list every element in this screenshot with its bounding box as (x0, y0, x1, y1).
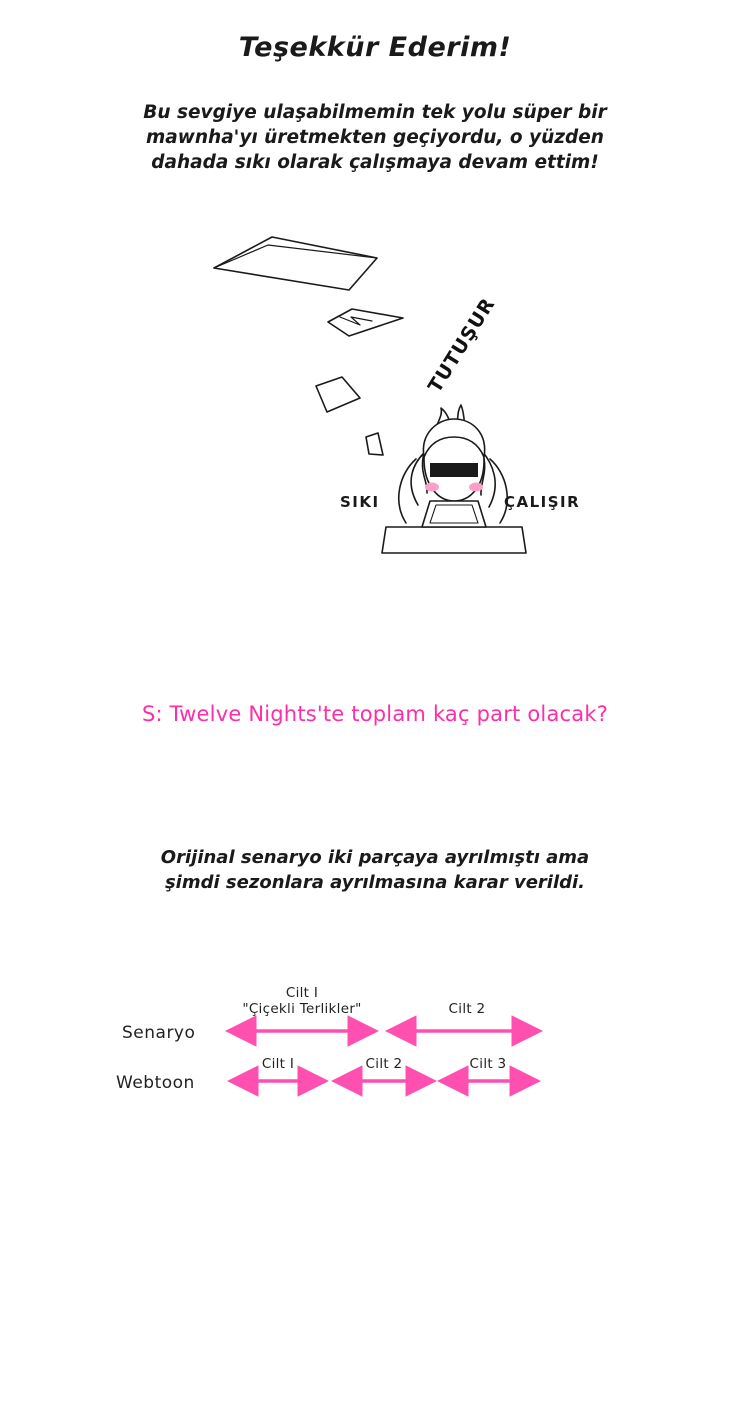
diagram-seg-name-senaryo-2: Cilt 2 (448, 1001, 486, 1017)
intro-paragraph (0, 100, 750, 175)
answer-paragraph (0, 845, 750, 895)
intro-line-1: Bu sevgiye ulaşabilmemin tek yolu süper bir (143, 102, 607, 123)
diagram-seg-sub-senaryo-1: "Çiçekli Terlikler" (242, 1001, 362, 1017)
sfx-right-label: ÇALIŞIR (504, 493, 581, 511)
answer-line-2: şimdi sezonlara ayrılmasına karar verildi. (164, 872, 586, 893)
question-text: S: Twelve Nights'te toplam kaç part olacak? (141, 702, 609, 726)
diagram-arrows (0, 975, 750, 1115)
diagram-seg-name-webtoon-2: Cilt 2 (365, 1056, 403, 1072)
answer-line-1: Orijinal senaryo iki parçaya ayrılmıştı ama (160, 847, 590, 868)
page-title: Teşekkür Ederim! (238, 32, 512, 63)
diagram-seg-name-webtoon-3: Cilt 3 (469, 1056, 507, 1072)
diagram-seg-name-webtoon-1: Cilt I (261, 1056, 295, 1072)
volume-split-diagram (0, 975, 750, 1115)
illustration-svg (0, 205, 750, 605)
diagram-row-label-senaryo: Senaryo (122, 1023, 196, 1043)
intro-line-3: dahada sıkı olarak çalışmaya devam ettim! (151, 152, 599, 173)
sfx-flame-label: TUTUŞUR (424, 293, 500, 397)
diagram-row-label-webtoon: Webtoon (116, 1073, 195, 1093)
sfx-left-label: SIKI (340, 493, 380, 511)
illustration (0, 205, 750, 605)
diagram-seg-name-senaryo-1: Cilt I (285, 985, 319, 1001)
intro-line-2: mawnha'yı üretmekten geçiyordu, o yüzden (146, 127, 604, 148)
